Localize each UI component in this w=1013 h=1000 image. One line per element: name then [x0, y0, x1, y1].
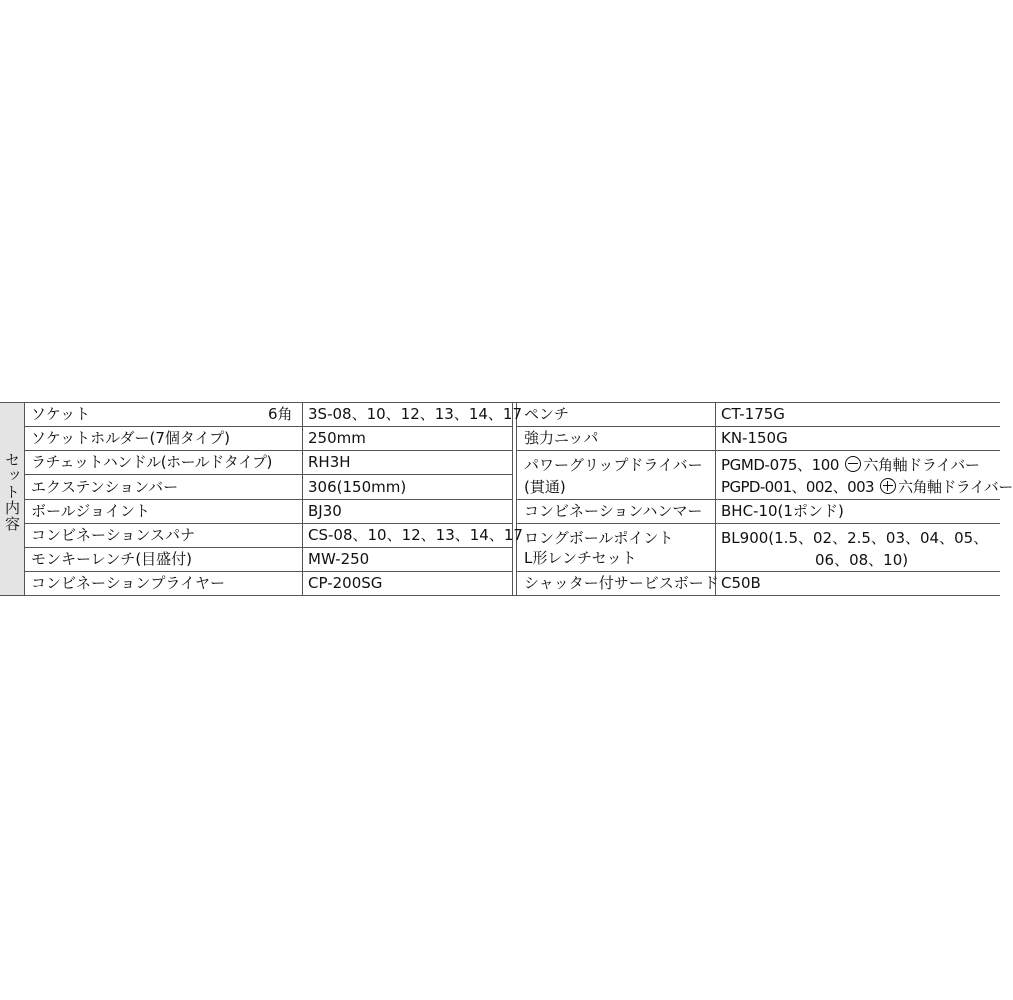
right-row-name: シャッター付サービスボード [524, 574, 719, 592]
left-row-value: MW-250 [308, 550, 370, 568]
right-row-name: コンビネーションハンマー [524, 502, 703, 520]
row-divider [24, 499, 512, 500]
right-row-value: BHC-10(1ポンド) [721, 502, 844, 520]
left-row-value: 3S-08、10、12、13、14、17 [308, 405, 522, 423]
right-row-value [721, 455, 1000, 475]
left-row-name: エクステンションバー [31, 478, 179, 496]
row-divider [516, 450, 1000, 451]
left-row-value: CS-08、10、12、13、14、17 [308, 526, 523, 544]
table-top-border [0, 402, 1000, 403]
left-row-tag: 6角 [268, 405, 293, 423]
right-row-value: C50B [721, 574, 761, 592]
right-row-value: CT-175G [721, 405, 785, 423]
row-divider [24, 474, 512, 475]
model-number: PGMD-075、100 [721, 456, 840, 474]
right-row-value [721, 477, 1013, 497]
side-label-column [0, 402, 24, 596]
bit-type-label: 六角軸ドライバー [863, 456, 980, 474]
bit-type-label: 六角軸ドライバー [898, 478, 1013, 496]
row-divider [516, 523, 1000, 524]
right-row-name: (貫通) [524, 478, 566, 496]
model-number: PGPD-001、002、003 [721, 478, 874, 496]
right-row-name: L形レンチセット [524, 549, 637, 567]
side-label: セット内容 [3, 452, 21, 532]
right-row-name: ロングボールポイント [524, 529, 674, 547]
row-divider [24, 547, 512, 548]
left-row-name: ソケット [31, 405, 91, 423]
row-divider [24, 571, 512, 572]
row-divider [516, 499, 1000, 500]
left-row-value: 306(150mm) [308, 478, 407, 496]
right-row-value: 06、08、10) [815, 551, 909, 569]
row-divider [516, 571, 1000, 572]
row-divider [516, 426, 1000, 427]
right-row-value: KN-150G [721, 429, 788, 447]
left-row-value: RH3H [308, 453, 351, 471]
slotted-screw-icon [845, 456, 861, 472]
right-row-name: 強力ニッパ [524, 429, 599, 447]
left-row-value: 250mm [308, 429, 366, 447]
left-row-name: ソケットホルダー(7個タイプ) [31, 429, 230, 447]
right-row-name: パワーグリップドライバー [524, 456, 703, 474]
left-row-value: CP-200SG [308, 574, 383, 592]
left-row-name: コンビネーションスパナ [31, 526, 195, 544]
left-row-name: ボールジョイント [31, 502, 151, 520]
right-row-value: BL900(1.5、02、2.5、03、04、05、 [721, 529, 989, 547]
row-divider [24, 450, 512, 451]
left-row-name: コンビネーションプライヤー [31, 574, 225, 592]
tool-set-table [0, 402, 1013, 596]
row-divider [24, 426, 512, 427]
right-row-name: ペンチ [524, 405, 570, 423]
left-row-value: BJ30 [308, 502, 342, 520]
divider [512, 402, 513, 596]
left-row-name: ラチェットハンドル(ホールドタイプ) [31, 453, 272, 471]
row-divider [24, 523, 512, 524]
phillips-screw-icon [880, 478, 896, 494]
left-row-name: モンキーレンチ(目盛付) [31, 550, 193, 568]
table-bottom-border [0, 595, 1000, 596]
